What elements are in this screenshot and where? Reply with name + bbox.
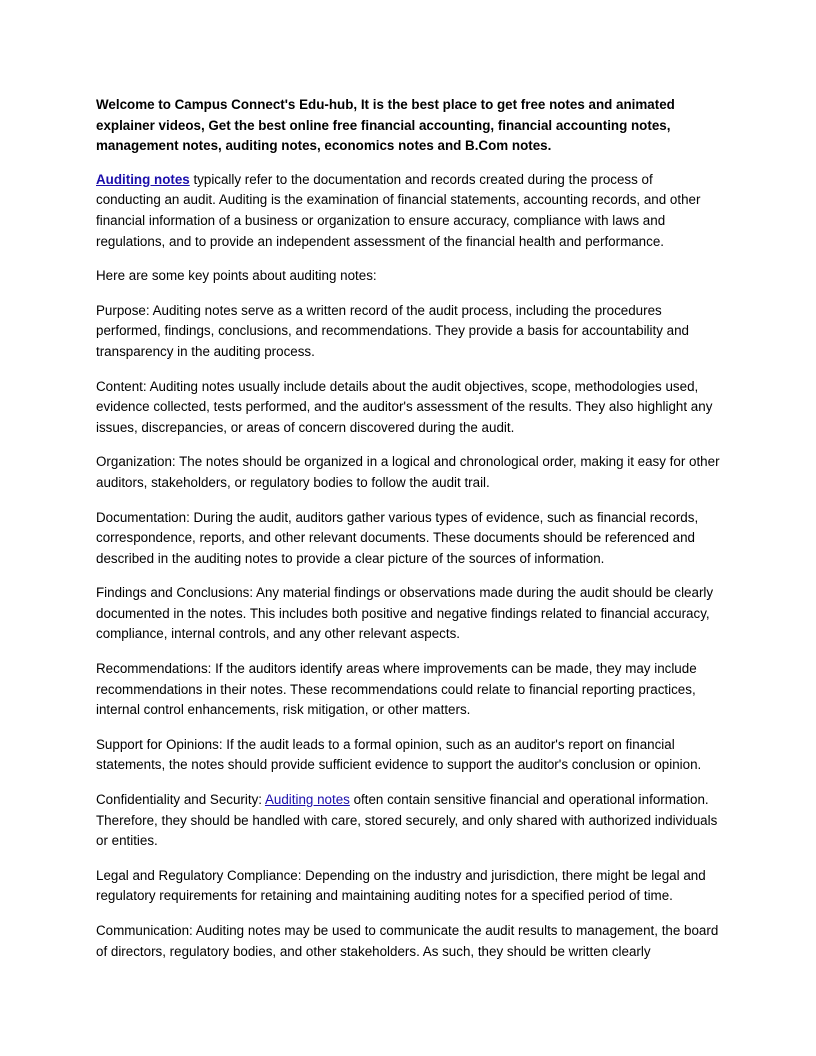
point-documentation: Documentation: During the audit, auditors gather various types of evidence, such as financial records, correspondence, reports, and other relevant documents. These documents should be referenced and described in the auditing notes to provide a clear picture of the sources of information.	[96, 509, 699, 566]
key-points-intro: Here are some key points about auditing notes:	[96, 268, 377, 284]
definition-paragraph	[96, 170, 720, 252]
point-communication: Communication: Auditing notes may be used to communicate the audit results to management, the board of directors, regulatory bodies, and other stakeholders. As such, they should be written clearly	[96, 923, 719, 959]
auditing-notes-link[interactable]: Auditing notes	[96, 171, 190, 187]
confidentiality-text: often contain sensitive financial and operational information. Therefore, they should be handled with care, stored securely, and only shared with authorized individuals or entities.	[96, 792, 718, 849]
point-findings: Findings and Conclusions: Any material findings or observations made during the audit should be clearly documented in the notes. This includes both positive and negative findings related to financial accuracy, compliance, internal controls, and any other relevant aspects.	[96, 585, 714, 642]
confidentiality-prefix: Confidentiality and Security:	[96, 792, 265, 808]
definition-text: typically refer to the documentation and records created during the process of conducting an audit. Auditing is the examination of financial statements, accounting records, and other financial information of a business or organization to ensure accuracy, compliance with laws and regulations, and to provide an independent assessment of the financial health and performance.	[96, 171, 701, 249]
point-organization: Organization: The notes should be organized in a logical and chronological order, making it easy for other auditors, stakeholders, or regulatory bodies to follow the audit trail.	[96, 454, 720, 490]
point-support: Support for Opinions: If the audit leads to a formal opinion, such as an auditor's report on financial statements, the notes should provide sufficient evidence to support the auditor's conclusion or opinion.	[96, 736, 702, 773]
document-page	[96, 95, 720, 976]
point-content: Content: Auditing notes usually include details about the audit objectives, scope, methodologies used, evidence collected, tests performed, and the auditor's assessment of the results. They also highlight any issues, discrepancies, or areas of concern discovered during the audit.	[96, 378, 713, 435]
auditing-notes-link-2[interactable]: Auditing notes	[264, 792, 350, 808]
point-confidentiality	[96, 790, 720, 852]
point-legal: Legal and Regulatory Compliance: Depending on the industry and jurisdiction, there might be legal and regulatory requirements for retaining and maintaining auditing notes for a specified period of time.	[96, 867, 706, 904]
intro-paragraph: Welcome to Campus Connect's Edu-hub, It is the best place to get free notes and animated explainer videos, Get the best online free financial accounting, financial accounting notes, management notes, auditing notes, economics notes and B.Com notes.	[96, 97, 675, 154]
point-recommendations: Recommendations: If the auditors identify areas where improvements can be made, they may include recommendations in their notes. These recommendations could relate to financial reporting practices, internal control enhancements, risk mitigation, or other matters.	[96, 661, 697, 718]
point-purpose: Purpose: Auditing notes serve as a written record of the audit process, including the procedures performed, findings, conclusions, and recommendations. They provide a basis for accountability and transparency in the auditing process.	[96, 302, 689, 359]
